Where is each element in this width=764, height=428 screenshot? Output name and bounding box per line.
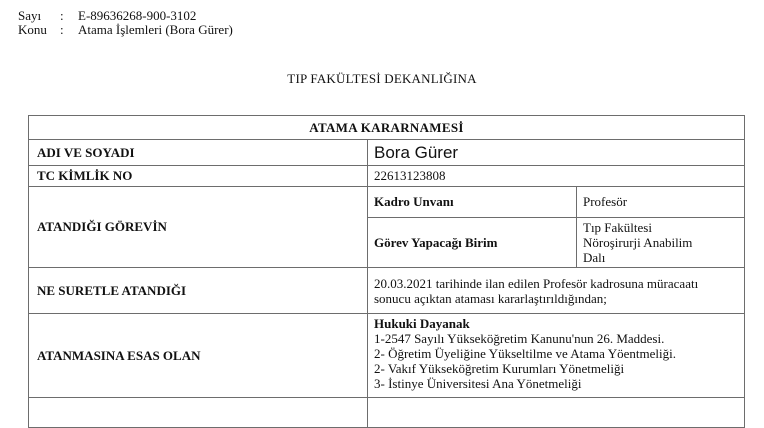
konu-colon: : bbox=[60, 22, 64, 37]
sayi-colon: : bbox=[60, 8, 64, 23]
manner-value bbox=[368, 268, 745, 314]
birim-line: Tıp Fakültesi bbox=[583, 220, 652, 235]
konu-row bbox=[18, 23, 233, 37]
basis-line: 3- İstinye Üniversitesi Ana Yönetmeliği bbox=[374, 376, 582, 391]
tc-value: 22613123808 bbox=[368, 166, 745, 187]
tc-label: TC KİMLİK NO bbox=[29, 166, 368, 187]
kadro-label: Kadro Unvanı bbox=[368, 187, 577, 218]
konu-label: Konu bbox=[18, 22, 47, 37]
birim-line: Dalı bbox=[583, 250, 606, 265]
basis-line: 1-2547 Sayılı Yükseköğretim Kanunu'nun 26. Maddesi. bbox=[374, 331, 665, 346]
basis-line: 2- Vakıf Yükseköğretim Kurumları Yönetmeliği bbox=[374, 361, 625, 376]
name-value: Bora Gürer bbox=[368, 140, 745, 166]
basis-label: ATANMASINA ESAS OLAN bbox=[29, 314, 368, 398]
birim-label: Görev Yapacağı Birim bbox=[368, 218, 577, 268]
konu-value: Atama İşlemleri (Bora Gürer) bbox=[78, 22, 233, 37]
sayi-value: E-89636268-900-3102 bbox=[78, 8, 197, 23]
basis-value bbox=[368, 314, 745, 398]
name-label: ADI VE SOYADI bbox=[29, 140, 368, 166]
recipient-heading: TIP FAKÜLTESİ DEKANLIĞINA bbox=[287, 71, 477, 86]
document-meta bbox=[18, 9, 233, 37]
duty-label: ATANDIĞI GÖREVİN bbox=[29, 187, 368, 268]
sayi-label: Sayı bbox=[18, 8, 42, 23]
kadro-value: Profesör bbox=[577, 187, 745, 218]
manner-line: 20.03.2021 tarihinde ilan edilen Profesör kadrosuna müracaatı bbox=[374, 275, 699, 291]
next-row-value-cell bbox=[368, 398, 745, 428]
basis-line: 2- Öğretim Üyeliğine Yükseltilme ve Atama Yöentmeliği. bbox=[374, 346, 676, 361]
birim-line: Nöroşirurji Anabilim bbox=[583, 235, 693, 250]
manner-line: sonucu açıktan ataması kararlaştırıldığından; bbox=[374, 290, 607, 306]
appointment-decree-table bbox=[28, 115, 745, 428]
next-row-cell bbox=[29, 398, 368, 428]
basis-heading: Hukuki Dayanak bbox=[374, 316, 470, 331]
manner-label: NE SURETLE ATANDIĞI bbox=[29, 268, 368, 314]
decree-title: ATAMA KARARNAMESİ bbox=[29, 116, 745, 140]
sayi-row bbox=[18, 9, 233, 23]
birim-value bbox=[577, 218, 745, 268]
